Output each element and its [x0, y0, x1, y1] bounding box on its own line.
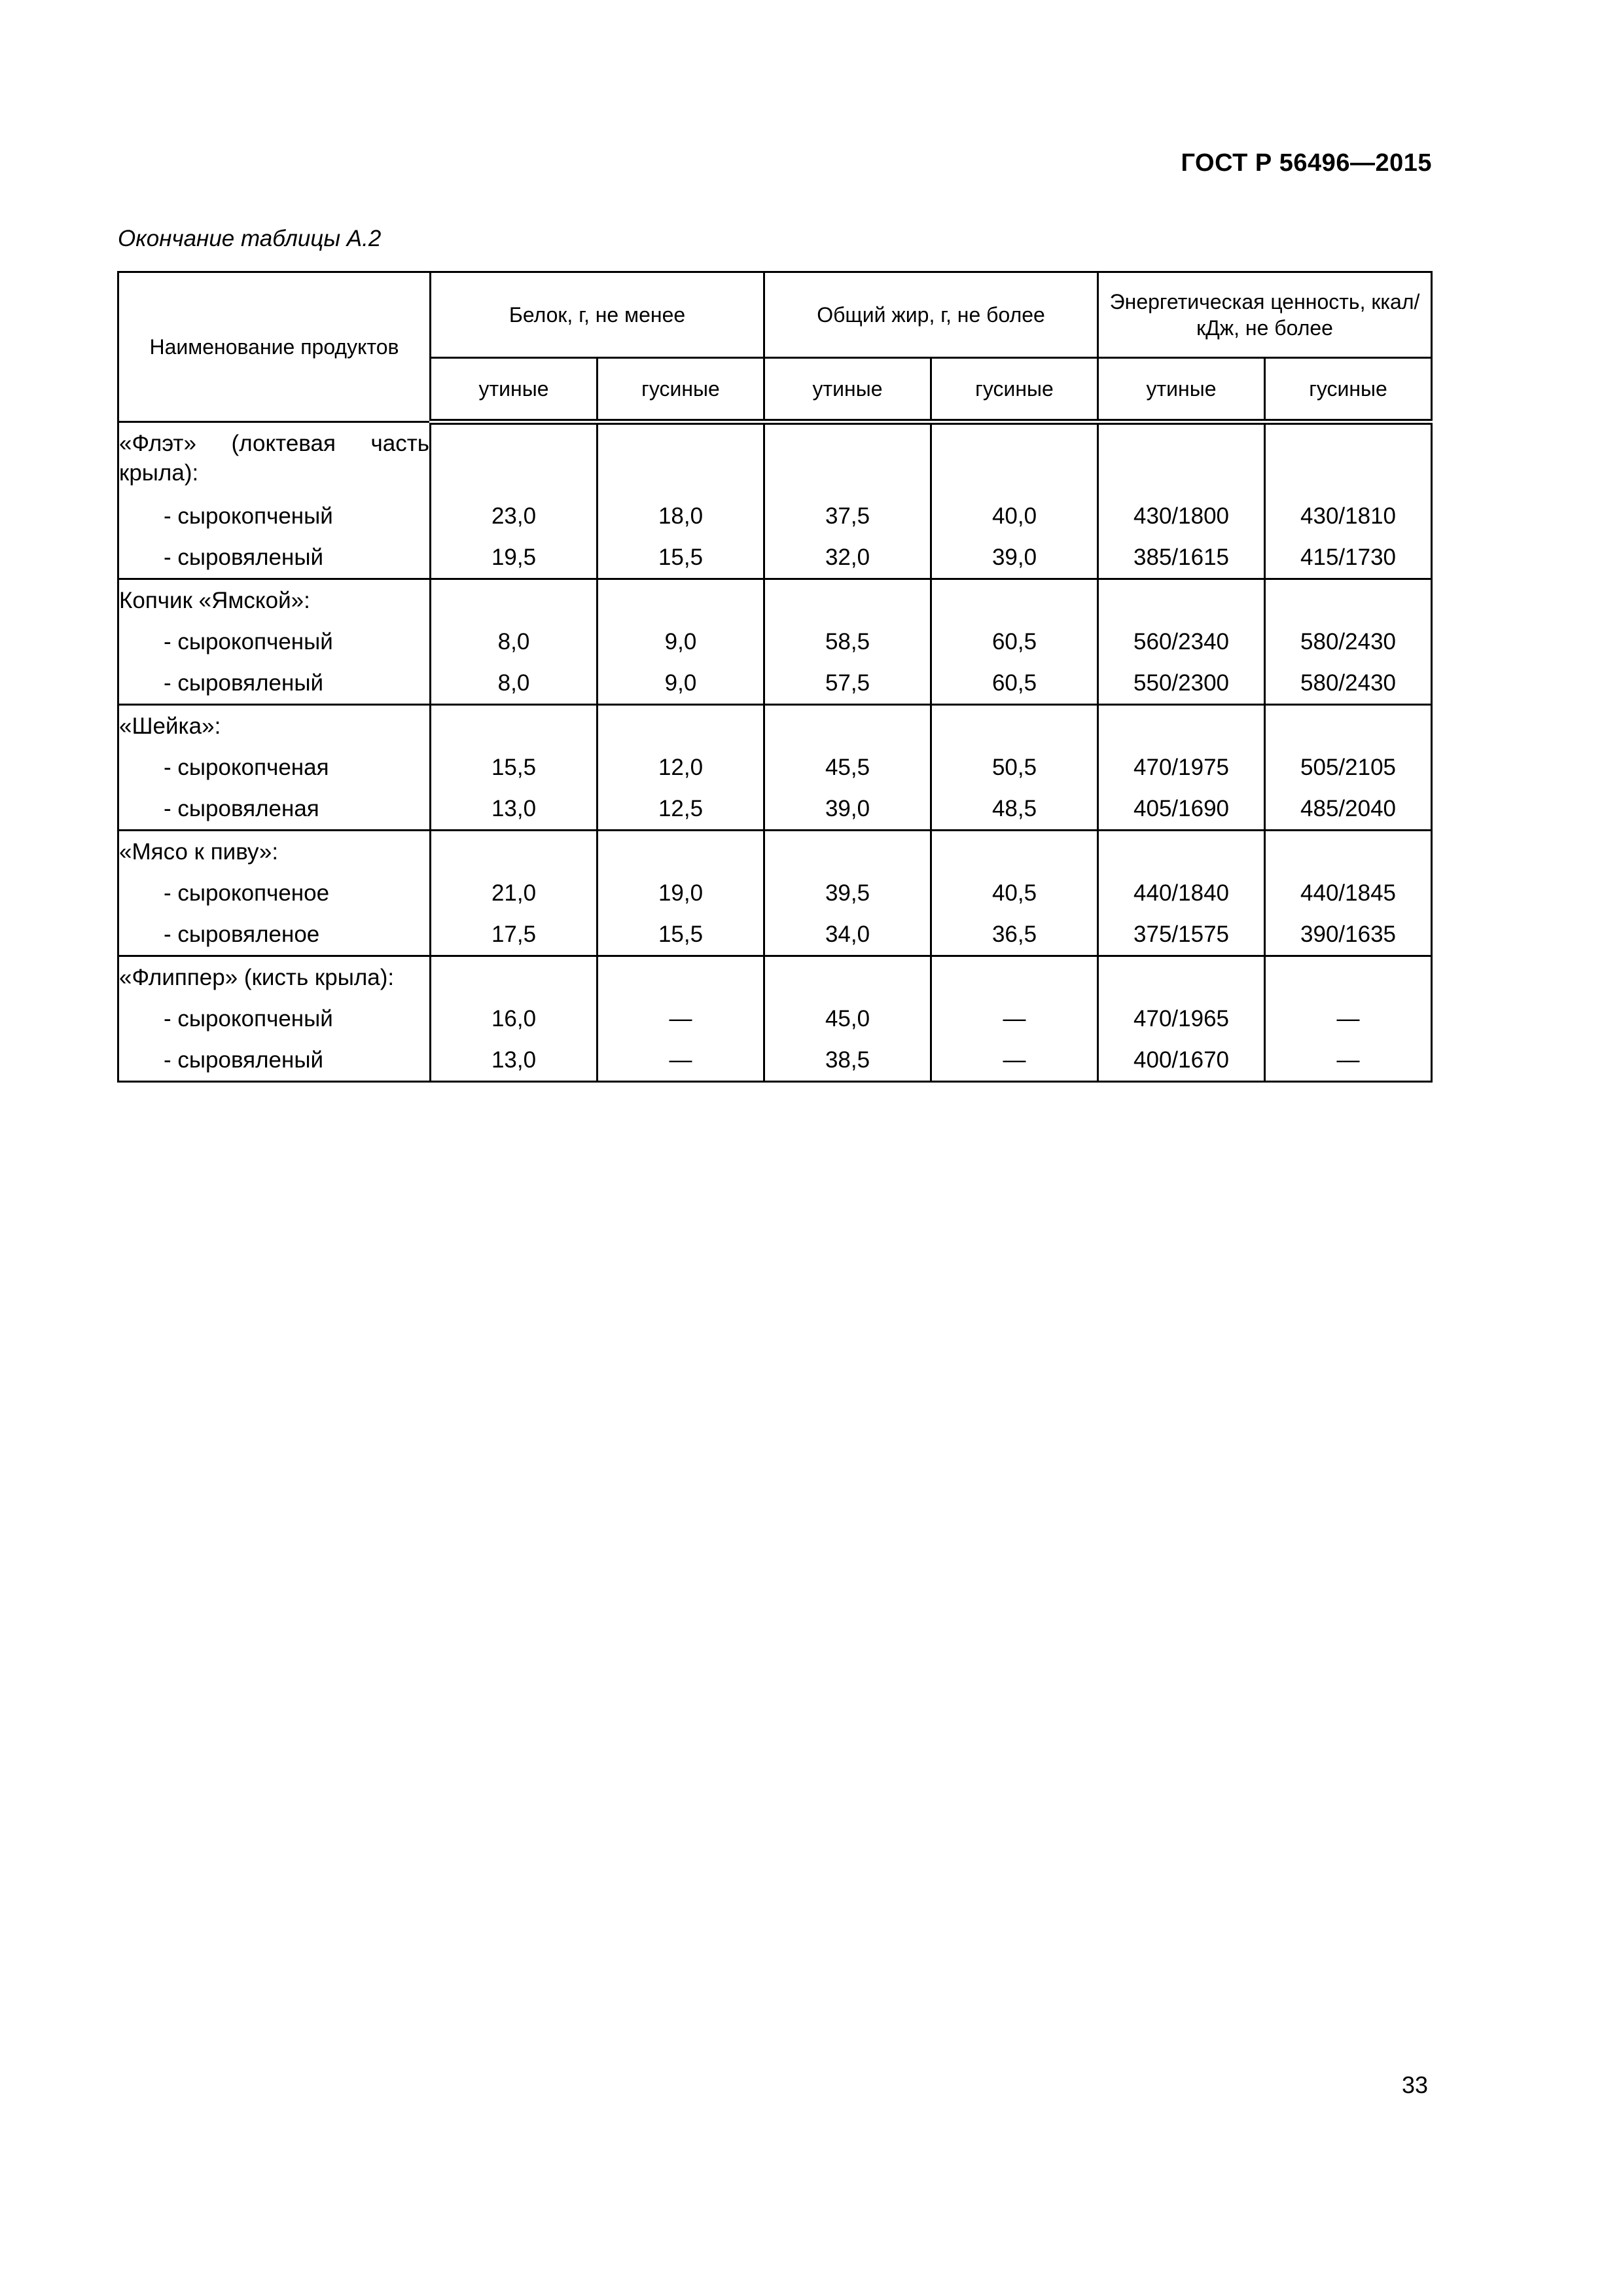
table-row: [118, 831, 1432, 956]
subheader-energy-goose: гусиные: [1265, 358, 1432, 422]
value: 470/1965: [1133, 1006, 1229, 1031]
protein-goose-cell: [597, 705, 764, 831]
value: 550/2300: [1133, 670, 1229, 696]
value: 57,5: [825, 670, 870, 696]
value: 17,5: [491, 922, 537, 947]
value: —: [1003, 1006, 1026, 1031]
value: 430/1810: [1300, 503, 1397, 529]
value: 13,0: [491, 1047, 537, 1073]
fat-goose-cell: [931, 705, 1098, 831]
value: 9,0: [664, 670, 697, 696]
product-name-cell: [118, 705, 431, 831]
value: 400/1670: [1133, 1047, 1229, 1073]
value: 415/1730: [1300, 545, 1397, 570]
group-title: «Флэт» (локтевая часть крыла):: [119, 431, 429, 486]
value: 430/1800: [1133, 503, 1229, 529]
protein-goose-cell: [597, 956, 764, 1082]
protein-duck-cell: [431, 422, 597, 579]
energy-goose-cell: [1265, 831, 1432, 956]
value: 405/1690: [1133, 796, 1229, 821]
fat-duck-cell: [764, 831, 931, 956]
value: 8,0: [497, 629, 530, 655]
value: 48,5: [991, 796, 1037, 821]
product-group-kopchik: [118, 579, 1432, 705]
energy-duck-cell: [1098, 705, 1265, 831]
value: 15,5: [491, 755, 537, 780]
value: 40,0: [991, 503, 1037, 529]
protein-goose-cell: [597, 422, 764, 579]
value: 39,5: [825, 880, 870, 906]
product-variant: - сыровяленый: [164, 670, 324, 696]
value: 38,5: [825, 1047, 870, 1073]
fat-duck-cell: [764, 956, 931, 1082]
value: —: [669, 1006, 692, 1031]
table-row: [118, 956, 1432, 1082]
value: —: [1336, 1006, 1360, 1031]
value: 39,0: [825, 796, 870, 821]
value: 12,0: [658, 755, 704, 780]
subheader-protein-duck: утиные: [431, 358, 597, 422]
value: 16,0: [491, 1006, 537, 1031]
table-row: [118, 422, 1432, 579]
energy-duck-cell: [1098, 956, 1265, 1082]
protein-goose-cell: [597, 579, 764, 705]
nutrition-table: [117, 271, 1433, 1083]
energy-duck-cell: [1098, 831, 1265, 956]
product-group-sheika: [118, 705, 1432, 831]
group-title: «Флиппер» (кисть крыла):: [119, 965, 395, 990]
column-header-fat: Общий жир, г, не более: [764, 272, 1098, 358]
value: 40,5: [991, 880, 1037, 906]
table-head: [118, 272, 1432, 422]
value: 19,0: [658, 880, 704, 906]
table-row: [118, 579, 1432, 705]
value: 580/2430: [1300, 670, 1397, 696]
value: 36,5: [991, 922, 1037, 947]
value: 32,0: [825, 545, 870, 570]
table-row: [118, 705, 1432, 831]
subheader-energy-duck: утиные: [1098, 358, 1265, 422]
value: 580/2430: [1300, 629, 1397, 655]
energy-duck-cell: [1098, 422, 1265, 579]
subheader-protein-goose: гусиные: [597, 358, 764, 422]
energy-goose-cell: [1265, 705, 1432, 831]
value: 15,5: [658, 545, 704, 570]
value: 34,0: [825, 922, 870, 947]
product-variant: - сырокопченая: [164, 755, 329, 780]
table-caption: Окончание таблицы А.2: [118, 226, 382, 251]
product-variant: - сырокопченый: [164, 1006, 333, 1031]
fat-goose-cell: [931, 579, 1098, 705]
protein-duck-cell: [431, 831, 597, 956]
product-group-beer-meat: [118, 831, 1432, 956]
value: 13,0: [491, 796, 537, 821]
value: 18,0: [658, 503, 704, 529]
value: —: [669, 1047, 692, 1073]
column-header-protein: Белок, г, не менее: [431, 272, 764, 358]
value: 23,0: [491, 503, 537, 529]
product-variant: - сыровяленый: [164, 1047, 324, 1073]
energy-goose-cell: [1265, 956, 1432, 1082]
value: 50,5: [991, 755, 1037, 780]
value: 390/1635: [1300, 922, 1397, 947]
product-name-cell: [118, 422, 431, 579]
value: 12,5: [658, 796, 704, 821]
product-name-cell: [118, 956, 431, 1082]
value: —: [1336, 1047, 1360, 1073]
product-name-cell: [118, 831, 431, 956]
value: 375/1575: [1133, 922, 1229, 947]
protein-duck-cell: [431, 705, 597, 831]
product-variant: - сырокопченый: [164, 503, 333, 529]
group-title: «Шейка»:: [119, 713, 221, 739]
fat-goose-cell: [931, 956, 1098, 1082]
protein-goose-cell: [597, 831, 764, 956]
protein-duck-cell: [431, 579, 597, 705]
value: —: [1003, 1047, 1026, 1073]
product-name-cell: [118, 579, 431, 705]
column-header-name: Наименование продуктов: [118, 272, 431, 422]
fat-goose-cell: [931, 422, 1098, 579]
product-group-flat: [118, 422, 1432, 579]
fat-duck-cell: [764, 422, 931, 579]
value: 440/1845: [1300, 880, 1397, 906]
value: 19,5: [491, 545, 537, 570]
value: 60,5: [991, 670, 1037, 696]
value: 37,5: [825, 503, 870, 529]
value: 15,5: [658, 922, 704, 947]
value: 60,5: [991, 629, 1037, 655]
value: 385/1615: [1133, 545, 1229, 570]
page-number: 33: [1401, 2072, 1428, 2098]
product-variant: - сыровяленая: [164, 796, 319, 821]
group-title: Копчик «Ямской»:: [119, 588, 310, 613]
fat-duck-cell: [764, 705, 931, 831]
value: 45,0: [825, 1006, 870, 1031]
product-variant: - сырокопченый: [164, 629, 333, 655]
fat-goose-cell: [931, 831, 1098, 956]
product-variant: - сыровяленый: [164, 545, 324, 570]
value: 485/2040: [1300, 796, 1397, 821]
column-header-energy: Энергетическая ценность, ккал/кДж, не более: [1098, 272, 1432, 358]
value: 58,5: [825, 629, 870, 655]
energy-goose-cell: [1265, 422, 1432, 579]
protein-duck-cell: [431, 956, 597, 1082]
product-group-flipper: [118, 956, 1432, 1082]
value: 505/2105: [1300, 755, 1397, 780]
value: 8,0: [497, 670, 530, 696]
fat-duck-cell: [764, 579, 931, 705]
value: 39,0: [991, 545, 1037, 570]
value: 21,0: [491, 880, 537, 906]
value: 45,5: [825, 755, 870, 780]
product-variant: - сырокопченое: [164, 880, 330, 906]
value: 9,0: [664, 629, 697, 655]
table-head-row: [118, 272, 1432, 358]
value: 440/1840: [1133, 880, 1229, 906]
value: 470/1975: [1133, 755, 1229, 780]
energy-goose-cell: [1265, 579, 1432, 705]
value: 560/2340: [1133, 629, 1229, 655]
group-title: «Мясо к пиву»:: [119, 839, 279, 865]
standard-code: ГОСТ Р 56496—2015: [1181, 149, 1432, 177]
subheader-fat-duck: утиные: [764, 358, 931, 422]
energy-duck-cell: [1098, 579, 1265, 705]
product-variant: - сыровяленое: [164, 922, 320, 947]
subheader-fat-goose: гусиные: [931, 358, 1098, 422]
